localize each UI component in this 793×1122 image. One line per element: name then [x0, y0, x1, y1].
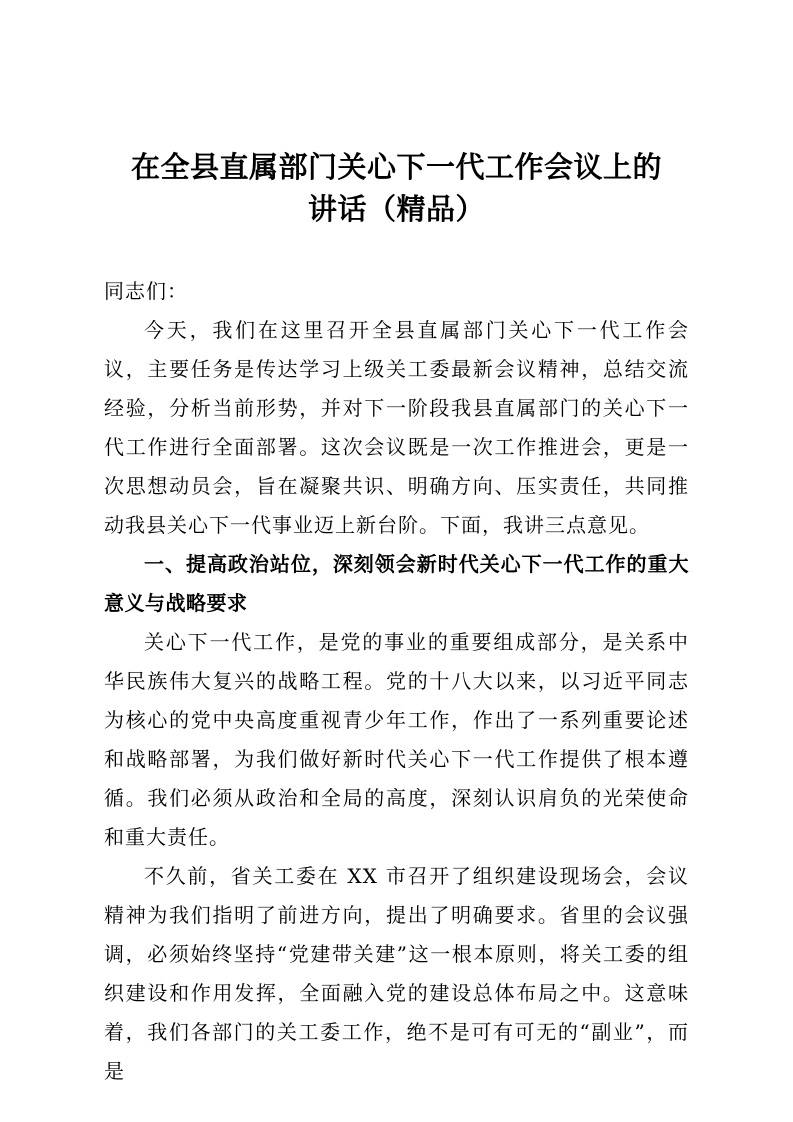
section-heading: 一、提高政治站位，深刻领会新时代关心下一代工作的重大意义与战略要求: [104, 552, 689, 615]
document-title-line1: 在全县直属部门关心下一代工作会议上的: [130, 150, 662, 184]
document-body: [104, 272, 689, 1091]
document-title-line2: 讲话（精品）: [307, 192, 485, 226]
document-title: [104, 146, 689, 230]
paragraph: 今天，我们在这里召开全县直属部门关心下一代工作会议，主要任务是传达学习上级关工委最新会议精神，总结交流经验，分析当前形势，并对下一阶段我县直属部门的关心下一代工作进行全面部署。这次会议既是一次工作推进会，更是一次思想动员会，旨在凝聚共识、明确方向、压实责任，共同推动我县关心下一代事业迈上新台阶。下面，我讲三点意见。: [104, 318, 689, 537]
paragraph: 同志们：: [104, 279, 188, 303]
paragraph: 不久前，省关工委在 XX 市召开了组织建设现场会，会议精神为我们指明了前进方向，提出了明确要求。省里的会议强调，必须始终坚持“党建带关建”这一根本原则，将关工委的组织建设和作用发挥，全面融入党的建设总体布局之中。这意味着，我们各部门的关工委工作，绝不是可有可无的“副业”，而是: [104, 864, 689, 1083]
paragraph: 关心下一代工作，是党的事业的重要组成部分，是关系中华民族伟大复兴的战略工程。党的十八大以来，以习近平同志为核心的党中央高度重视青少年工作，作出了一系列重要论述和战略部署，为我们做好新时代关心下一代工作提供了根本遵循。我们必须从政治和全局的高度，深刻认识肩负的光荣使命和重大责任。: [104, 630, 689, 849]
